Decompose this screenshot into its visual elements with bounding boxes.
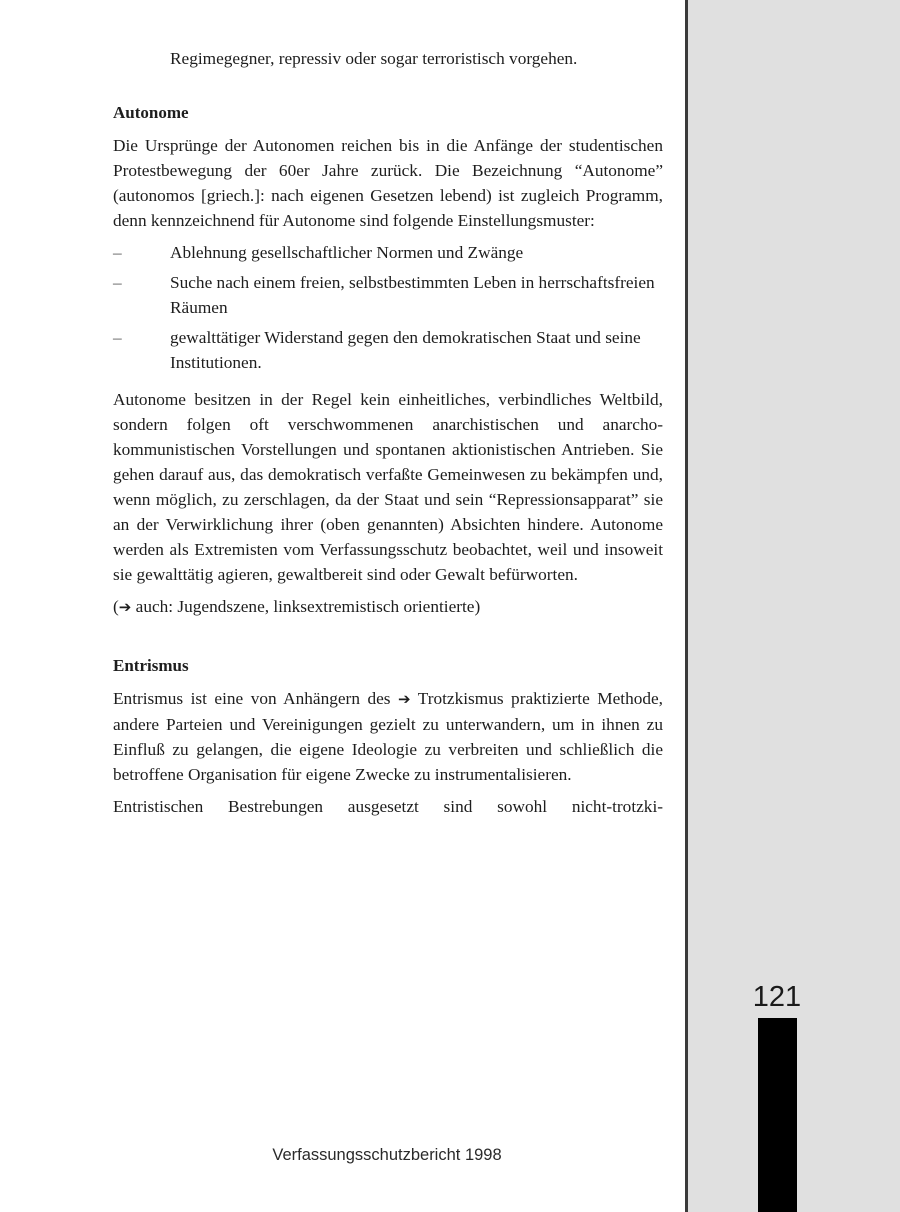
- continuation-text: Regimegegner, repressiv oder sogar terroristisch vorgehen.: [170, 49, 578, 68]
- cross-ref-text: auch: Jugendszene, linksextremistisch orientierte): [131, 597, 481, 616]
- intro-text-before: Entrismus ist eine von Anhängern des: [113, 689, 398, 708]
- cross-reference: [113, 594, 663, 620]
- list-item: [113, 240, 663, 265]
- section-intro: [113, 686, 663, 787]
- list-item: [113, 270, 663, 320]
- section-intro: Die Ursprünge der Autonomen reichen bis in die Anfänge der studentischen Protestbewegung der 60er Jahre zurück. Die Bezeichnung “Autonome” (autonomos [griech.]: nach eigenen Gesetzen lebend) ist zugleich Programm, denn kennzeichnend für Autonome sind folgende Einstellungsmuster:: [113, 136, 663, 230]
- page-footer: Verfassungsschutzbericht 1998: [272, 1146, 502, 1164]
- list-item: [113, 325, 663, 375]
- page-content: [113, 46, 663, 819]
- section-entrismus: [113, 653, 663, 819]
- spacer: [113, 125, 663, 133]
- arrow-right-icon: ➔: [118, 598, 132, 616]
- bullet-list: [113, 240, 663, 375]
- section-body: Entristischen Bestrebungen ausgesetzt sind sowohl nicht-trotzki-: [113, 797, 663, 816]
- section-body: Autonome besitzen in der Regel kein einheitliches, verbindliches Weltbild, sondern folgen oft verschwommenen anarchistischen und anarcho-kommunistischen Vorstellungen und spontanen aktionistischen Antrieben. Sie gehen darauf aus, das demokratisch verfaßte Gemeinwesen zu bekämpfen und, wenn möglich, zu zerschlagen, da der Staat und sein “Repressionsapparat” sie an der Verwirklichung ihrer (oben genannten) Absichten hindere. Autonome werden als Extremisten vom Verfassungsschutz beobachtet, weil und insoweit sie gewalttätig agieren, gewaltbereit sind oder Gewalt befürworten.: [113, 390, 663, 584]
- spacer: [113, 233, 663, 240]
- list-item-text: Suche nach einem freien, selbstbestimmten Leben in herrschaftsfreien Räumen: [170, 273, 655, 317]
- spacer: [113, 620, 663, 653]
- list-item-text: Ablehnung gesellschaftlicher Normen und Zwänge: [170, 243, 524, 262]
- cross-ref-open: (: [113, 597, 119, 616]
- dash-bullet-icon: –: [113, 328, 122, 347]
- spacer: [113, 71, 663, 100]
- spacer: [113, 587, 663, 594]
- section-heading: Entrismus: [113, 656, 189, 675]
- page-number: 121: [752, 981, 802, 1013]
- intro-text-after: Trotzkismus praktizierte Methode, andere Parteien und Vereinigungen gezielt zu unterwandern, um in ihnen zu Einfluß zu gelangen, die eigene Ideologie zu verbreiten und schließlich die betroffene Organisation für eigene Zwecke zu instrumentalisieren.: [113, 689, 663, 784]
- thumb-index-tab: [758, 1018, 797, 1212]
- section-heading: Autonome: [113, 103, 189, 122]
- section-autonome: [113, 100, 663, 620]
- spacer: [113, 678, 663, 686]
- arrow-right-icon: ➔: [398, 690, 411, 708]
- spacer: [113, 380, 663, 387]
- spacer: [113, 787, 663, 794]
- dash-bullet-icon: –: [113, 273, 122, 292]
- dash-bullet-icon: –: [113, 243, 122, 262]
- list-item-text: gewalttätiger Widerstand gegen den demokratischen Staat und seine Institutionen.: [170, 328, 641, 372]
